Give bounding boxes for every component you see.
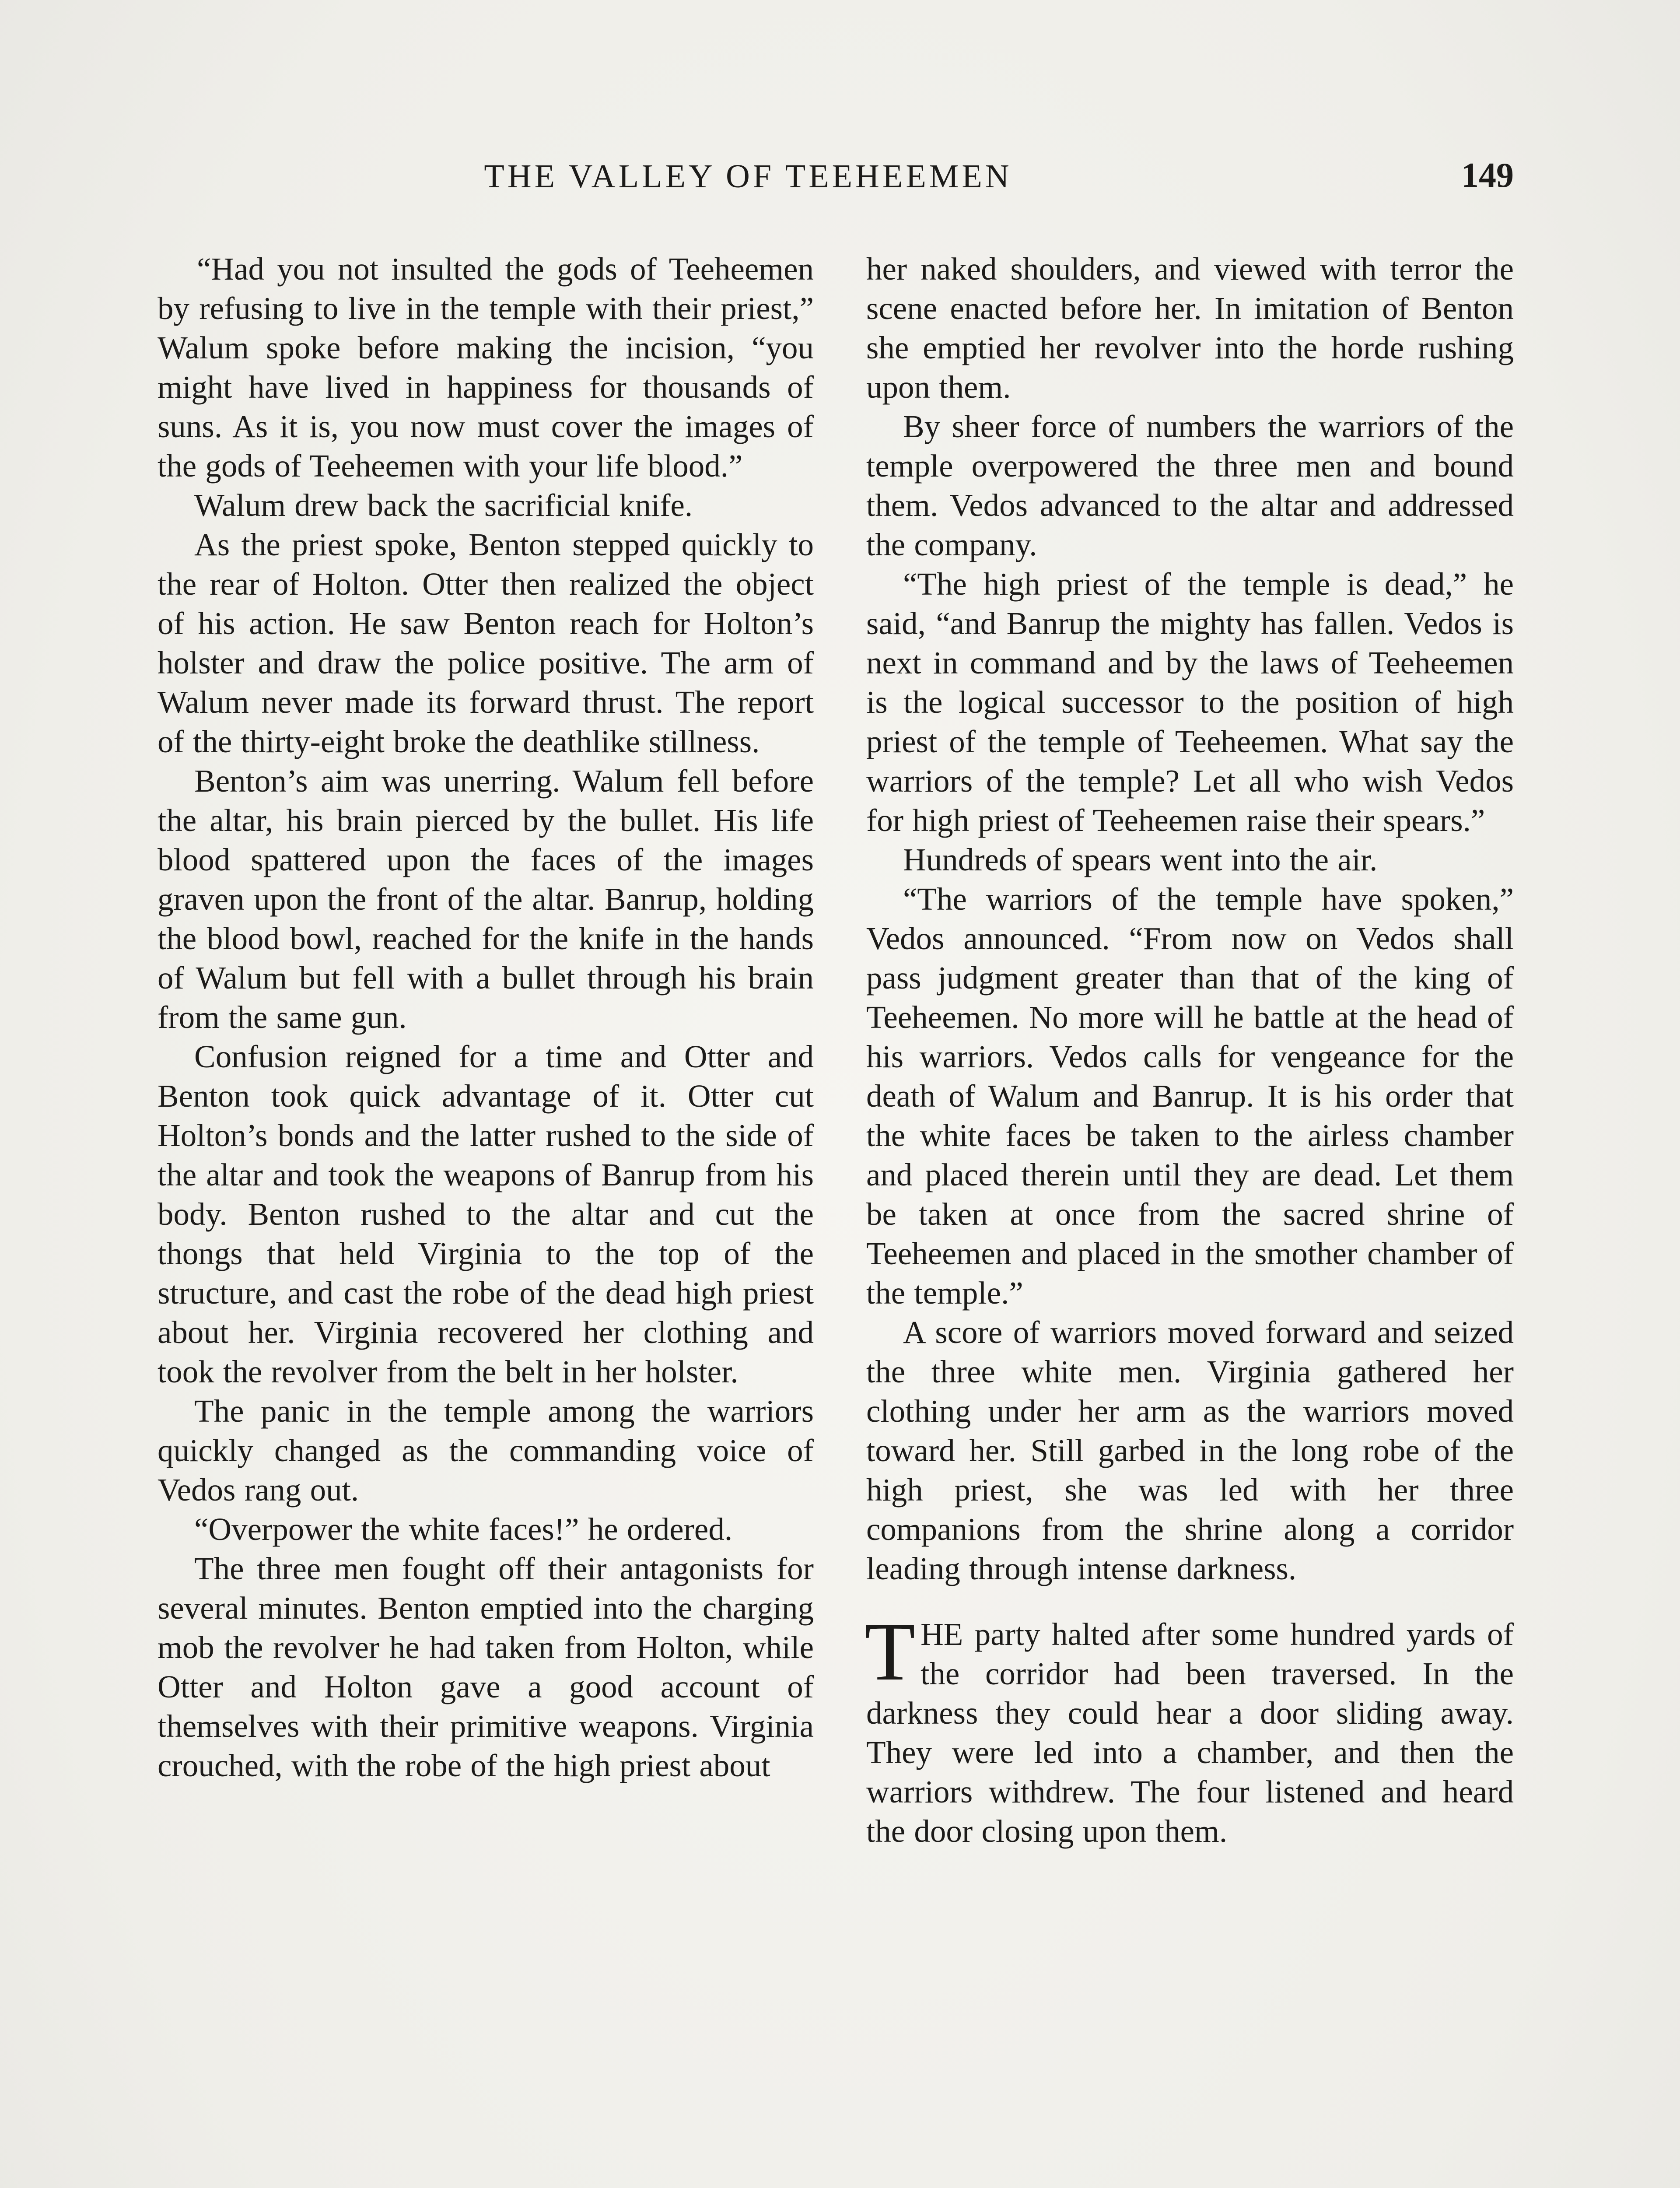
paragraph: By sheer force of numbers the warriors of the temple overpowered the three men and bound them. Vedos advanced to the altar and addressed the company. (866, 409, 1514, 562)
paragraph: her naked shoulders, and viewed with terror the scene enacted before her. In imitation of Benton she emptied her revolver into the horde rushing upon them. (866, 251, 1514, 405)
section-opening-paragraph (864, 1606, 1514, 1851)
section-text: party halted after some hundred yards of the corridor had been traversed. In the darkness they could hear a door sliding away. They were led into a chamber, and then the warriors withdrew. The four listened and heard the door closing upon them. (866, 1616, 1514, 1849)
paragraph: The three men fought off their antagonists for several minutes. Benton emptied into the charging mob the revolver he had taken from Holton, while Otter and Holton gave a good account of themselves with their primitive weapons. Virginia crouched, with the robe of the high priest about (158, 1551, 814, 1783)
lead-in: HE (920, 1616, 963, 1652)
paragraph: “Had you not insulted the gods of Teeheemen by refusing to live in the temple with their priest,” Walum spoke before making the incision, “you might have lived in happiness for thousands of suns. As it is, you now must cover the images of the gods of Teeheemen with your life blood.” (158, 251, 814, 484)
paragraph: “Overpower the white faces!” he ordered. (194, 1511, 733, 1547)
paragraph: Benton’s aim was unerring. Walum fell before the altar, his brain pierced by the bullet. His life blood spattered upon the faces of the images graven upon the front of the altar. Banrup, holding the blood bowl, reached for the knife in the hands of Walum but fell with a bullet through his brain from the same gun. (158, 763, 814, 1035)
paragraph: Confusion reigned for a time and Otter and Benton took quick advantage of it. Otter cut Holton’s bonds and the latter rushed to the side of the altar and took the weapons of Banrup from his body. Benton rushed to the altar and cut the thongs that held Virginia to the top of the structure, and cast the robe of the dead high priest about her. Virginia recovered her clothing and took the revolver from the belt in her holster. (158, 1039, 814, 1389)
paragraph: “The warriors of the temple have spoken,” Vedos announced. “From now on Vedos shall pass judgment greater than that of the king of Teeheemen. No more will he battle at the head of his warriors. Vedos calls for vengeance for the death of Walum and Banrup. It is his order that the white faces be taken to the airless chamber and placed therein until they are dead. Let them be taken at once from the sacred shrine of Teeheemen and placed in the smother chamber of the temple.” (866, 881, 1514, 1311)
paragraph: Hundreds of spears went into the air. (903, 842, 1378, 877)
right-column (866, 249, 1514, 1851)
paragraph: “The high priest of the temple is dead,” he said, “and Banrup the mighty has fallen. Vedos is next in command and by the laws of Teeheemen is the logical successor to the position of high priest of the temple of Teeheemen. What say the warriors of the temple? Let all who wish Vedos for high priest of Teeheemen raise their spears.” (866, 566, 1514, 838)
paragraph: The panic in the temple among the warriors quickly changed as the commanding voice of Vedos rang out. (158, 1393, 814, 1508)
drop-cap: T (864, 1606, 916, 1698)
left-column (158, 249, 814, 1785)
paragraph: A score of warriors moved forward and seized the three white men. Virginia gathered her clothing under her arm as the warriors moved toward her. Still garbed in the long robe of the high priest, she was led with her three companions from the shrine along a corridor leading through intense darkness. (866, 1315, 1514, 1586)
paragraph: As the priest spoke, Benton stepped quickly to the rear of Holton. Otter then realized the object of his action. He saw Benton reach for Holton’s holster and draw the police positive. The arm of Walum never made its forward thrust. The report of the thirty-eight broke the deathlike stillness. (158, 527, 814, 759)
running-title: THE VALLEY OF TEEHEEMEN (484, 158, 1012, 195)
running-header (158, 153, 1514, 206)
paragraph: Walum drew back the sacrificial knife. (194, 487, 693, 523)
page-number: 149 (1461, 156, 1514, 195)
